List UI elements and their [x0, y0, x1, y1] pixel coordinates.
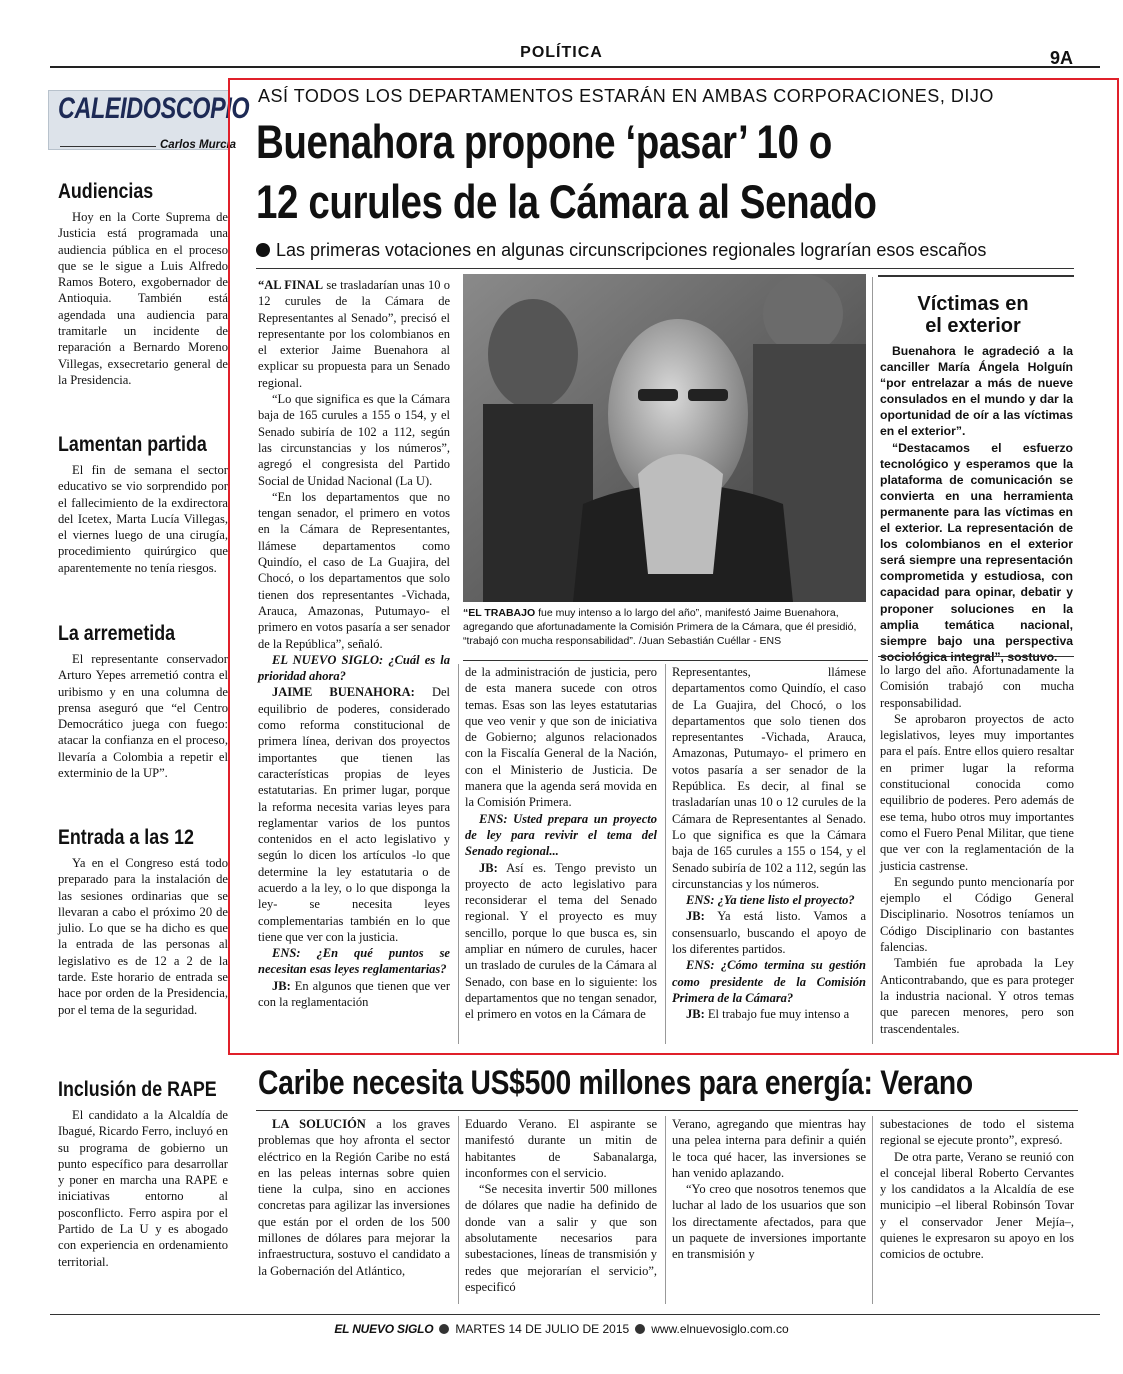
headline-line-1: Buenahora propone ‘pasar’ 10 o [256, 115, 832, 168]
speaker: JB: [686, 909, 705, 924]
brief-body: El candidato a la Alcaldía de Ibagué, Ricardo Ferro, incluyó en su programa de gobierno un punto específico para desarrollar y poner en marcha una RAPE e iniciativas entorno al posconflicto. Ferro aspira por el Partido de La U y es abogado con experiencia en ordenamiento territorial. [58, 1108, 228, 1269]
bullet-icon [256, 243, 270, 257]
brief-entrada [58, 826, 228, 1018]
brief-heading: Inclusión de RAPE [58, 1078, 217, 1101]
second-headline: Caribe necesita US$500 millones para energía: Verano [258, 1064, 973, 1102]
paragraph: a los graves problemas que hoy afronta el sector eléctrico en la Región Caribe no está en las peleas internas sobre quien tiene la culpa, sino en acciones concretas para agilizar las inversiones que están por el orden de los 500 millones de dólares para mejorar la infraestructura, sostuvo el candidato a la Gobernación del Atlántico, [258, 1117, 450, 1278]
speaker: JB: [272, 978, 291, 993]
speaker: JB: [479, 860, 498, 875]
answer: El trabajo fue muy intenso a [704, 1007, 850, 1022]
brief-heading: Entrada a las 12 [58, 826, 194, 849]
paragraph: lo largo del año. Afortunadamente la Comisión trabajó con mucha responsabilidad. [880, 663, 1074, 710]
speaker: JB: [686, 1007, 705, 1022]
paragraph: subestaciones de todo el sistema regional se ejecute pronto”, expresó. [880, 1117, 1074, 1148]
paragraph: “Destacamos el esfuerzo tecnológico y esperamos que la plataforma de comunicación se convierta en una herramienta permanente para las víctimas en el exterior. La representación de los colombianos en el exterior será siempre una representación comprometida y estudiosa, con capacidad para opinar, debatir y proponer soluciones en la amplia temática nacional, siempre bajo una perspectiva sociológica integral”, sostuvo. [880, 440, 1073, 664]
page-number: 9A [1050, 48, 1074, 68]
column-divider [665, 664, 666, 1044]
article-column-2 [465, 664, 657, 1023]
question: ENS: ¿En qué puntos se necesitan esas leyes reglamentarias? [258, 946, 450, 977]
second-headline-rule [256, 1110, 1078, 1111]
paragraph: “En los departamentos que no tengan senador, el primero en votos en la Cámara de Representantes, llámese departamentos como Quindío, el caso de La Guajira, del Chocó, o los departamentos que solo tienen dos representantes -Vichada, Arauca, Amazonas, Putumayo- el primero en votos pasaría a ser senador de la República”, señaló. [258, 489, 450, 651]
sidebar-bottom-rule [878, 656, 1074, 657]
second-column-1 [258, 1116, 450, 1279]
sidebar-rule [878, 275, 1074, 277]
caption-text: fue muy intenso a lo largo del año”, manifestó Jaime Buenahora, agregando que afortunadamente la Comisión Primera de la Cámara, que él presidió, “trabajó con mucha responsabilidad”. [463, 607, 857, 647]
speaker: JAIME BUENAHORA: [272, 685, 415, 700]
author-rule [60, 146, 156, 147]
header-rule [50, 66, 1100, 68]
column-divider [458, 664, 459, 1044]
brief-body: El representante conservador Arturo Yepes arremetió contra el uribismo y en una columna de prensa aseguró que “el Centro Democrático juega con fuego: atacar la confianza en el proceso, llevaría a Colombia a repetir el exterminio de la UP”. [58, 652, 228, 781]
headline-line-2: 12 curules de la Cámara al Senado [256, 175, 877, 228]
second-column-3 [672, 1116, 866, 1263]
subhead-rule [256, 268, 1074, 269]
column-divider [872, 277, 873, 1044]
footer-rule [50, 1314, 1100, 1315]
subhead [256, 240, 986, 261]
question: EL NUEVO SIGLO: ¿Cuál es la prioridad ahora? [258, 652, 450, 684]
paragraph: También fue aprobada la Ley Anticontrabando, que es para proteger la industria nacional. Y otros temas que parecen menores, pero son trascendentales. [880, 956, 1074, 1036]
caleidoscopio-author: Carlos Murcia [160, 139, 237, 151]
article-column-4 [880, 662, 1074, 1037]
photo-caption [463, 606, 868, 648]
paragraph: Buenahora le agradeció a la canciller María Ángela Holguín “por entrelazar a más de nueve consulados en el mundo y dar la oportunidad de oír a las víctimas en el exterior”. [880, 344, 1073, 439]
photo-image [463, 274, 866, 602]
photo-jaime-buenahora [463, 274, 866, 602]
section-label: POLÍTICA [520, 44, 603, 61]
brief-body: Ya en el Congreso está todo preparado para la instalación de las sesiones ordinarias que se llevaran a cabo el próximo 20 de julio. Lo que se ha dicho es que la entrada de las personas al legislativo es de 12 a 2 de la tarde. Este horario de entrada se hace por orden de la Presidencia, por el tema de la seguridad. [58, 856, 228, 1017]
brief-body: Hoy en la Corte Suprema de Justicia está programada una audiencia pública en el proceso que se le sigue a Luis Alfredo Ramos Botero, exgobernador de Antioquia. También está agendada una audiencia para tramitarle un incidente de reparación a Bernardo Moreno Villegas, exsecretario general de la Presidencia. [58, 210, 228, 387]
paragraph: Verano, agregando que mientras hay una pelea interna para definir a quién le toca qué hacer, las inversiones se han venido aplazando. [672, 1117, 866, 1180]
caption-rule [463, 660, 868, 661]
brief-heading: Audiencias [58, 180, 154, 203]
paragraph: De otra parte, Verano se reunió con el concejal liberal Roberto Cervantes y los candidatos a la Alcaldía de ese municipio –el liberal Robinsón Tovar y el conservador Jener Mejía–, quienes le expresaron su apoyo en los comicios de octubre. [880, 1149, 1074, 1262]
brief-heading: Lamentan partida [58, 433, 207, 456]
paragraph: de la administración de justicia, pero de esta manera sucede con otros temas. Esas son las leyes estatutarias que veo venir y que son de iniciativa de Gobierno; algunos relacionados con la Fiscalía General de la Nación, con el Ministerio de Justicia. De manera que la agenda será movida en la Comisión Primera. [465, 665, 657, 810]
lead-in: LA SOLUCIÓN [272, 1117, 366, 1131]
question: ENS: Usted prepara un proyecto de ley para revivir el tema del Senado regional... [465, 811, 657, 859]
sidebar-title [878, 293, 1068, 337]
sidebar-title-line-1: Víctimas en [917, 293, 1029, 315]
photo-credit: /Juan Sebastián Cuéllar - ENS [638, 635, 782, 647]
second-column-2 [465, 1116, 657, 1295]
brief-la-arremetida [58, 622, 228, 781]
column-divider [458, 1116, 459, 1304]
answer: En algunos que tienen que ver con la reglamentación [258, 978, 450, 1010]
subhead-text: Las primeras votaciones en algunas circunscripciones regionales lograrían esos escaños [276, 240, 987, 260]
article-column-3 [672, 664, 866, 1023]
paragraph: En segundo punto mencionaría por ejemplo el Código General Disciplinario. Nosotros teníamos un Código Disciplinario con bastantes falencias. [880, 874, 1074, 955]
paragraph: “Se necesita invertir 500 millones de dólares que nadie ha definido de donde van a salir y que son absolutamente necesarios para subestaciones, líneas de transmisión y redes que mejorarían el servicio”, especificó [465, 1182, 657, 1294]
bullet-icon [635, 1324, 645, 1334]
kicker: ASÍ TODOS LOS DEPARTAMENTOS ESTARÁN EN AMBAS CORPORACIONES, DIJO [258, 86, 994, 106]
brief-inclusion-rape [58, 1078, 228, 1270]
footer-url[interactable]: www.elnuevosiglo.com.co [651, 1322, 789, 1336]
footer-date: MARTES 14 DE JULIO DE 2015 [455, 1322, 630, 1336]
bullet-icon [439, 1324, 449, 1334]
headline [256, 112, 1035, 232]
sidebar-title-line-2: el exterior [925, 315, 1021, 337]
caleidoscopio-title: CALEIDOSCOPIO [58, 92, 250, 125]
paragraph: Se aprobaron proyectos de acto legislativos, leyes muy importantes para el país. Entre ellos quiero resaltar en primer lugar la reforma constitucional conocida como equilibrio de poderes. Pero además de ese tema, hubo otros muy importantes como el Fuero Penal Militar, que tiene que ver con la reglamentación de la justicia castrense. [880, 711, 1074, 873]
paragraph: “Lo que significa es que la Cámara baja de 165 curules a 155 o 154, y el Senado subiría de 102 a 112, según las circunstancias y los números”, agregó el congresista del Partido Social de Unidad Nacional (La U). [258, 392, 450, 488]
question: ENS: ¿Ya tiene listo el proyecto? [686, 893, 855, 908]
paragraph: se trasladarían unas 10 o 12 curules de la Cámara de Representantes al Senado”, precisó el representante por los colombianos en el exterior Jaime Buenahora al explicar su propuesta para un Senado regional. [258, 278, 450, 390]
article-column-1 [258, 277, 450, 1010]
answer: Ya está listo. Vamos a consensuarlo, buscando el apoyo de los diferentes partidos. [672, 909, 866, 957]
brief-audiencias [58, 180, 228, 388]
footer [0, 1322, 1123, 1336]
lead-in: “AL FINAL [258, 278, 324, 292]
answer: Del equilibrio de poderes, considerado como reforma constitucional de primera línea, derivan dos proyectos importantes que tienen las características propias de leyes estatutarias. En primer lugar, porque la reforma necesita varias leyes para reglamentar varios de los puntos contenidos en el acto legislativo y según lo dicen los artículos -lo que determine la ley estatutaria o de acuerdo a la ley, o lo que disponga la ley- se necesita leyes complementarias también en lo que tiene que ver con la justicia. [258, 685, 450, 944]
paragraph: “Yo creo que nosotros tenemos que luchar al lado de los usuarios que son los directamente afectados, para que un paquete de inversiones importante en transmisión y [672, 1182, 866, 1262]
brief-lamentan-partida [58, 433, 228, 576]
second-column-4 [880, 1116, 1074, 1263]
caption-lead: “EL TRABAJO [463, 607, 536, 619]
footer-brand: EL NUEVO SIGLO [334, 1322, 434, 1336]
paragraph: Eduardo Verano. El aspirante se manifestó durante un mitin de habitantes de Sabanalarga, inconformes con el servicio. [465, 1117, 657, 1180]
paragraph: Representantes, llámese departamentos como Quindío, el caso de La Guajira, del Chocó, o los departamentos que solo tienen dos representantes -Vichada, Arauca, Amazonas, Putumayo- el primero en votos pasaría a ser senador de la República. Es decir, al final se trasladarían unas 10 o 12 curules de la Cámara de Representantes al Senado. Lo que significa es que la Cámara baja de 165 curules a 155 o 154, y el Senado subiría de 102 a 112, según las circunstancias y los números. [672, 665, 866, 891]
question: ENS: ¿Cómo termina su gestión como presidente de la Comisión Primera de la Cámara? [672, 958, 866, 1005]
brief-body: El fin de semana el sector educativo se vio sorprendido por el fallecimiento de la exdirectora del Icetex, Marta Lucía Villegas, el viernes luego de una cirugía, procedimiento quirúrgico que aparentemente no tenía riesgos. [58, 463, 228, 575]
column-divider [872, 1116, 873, 1304]
column-divider [665, 1116, 666, 1304]
sidebar-body [880, 343, 1073, 665]
answer: Así es. Tengo previsto un proyecto de acto legislativo para reconsiderar el tema del Senado regional. Y el proyecto es muy sencillo, porque lo que busca es, sin ampliar en número de curules, hacer un traslado de curules de la Cámara al Senado, con base en lo siguiente: los departamentos que no tengan senador, el primero en votos en la Cámara de [465, 860, 657, 1022]
brief-heading: La arremetida [58, 622, 176, 645]
